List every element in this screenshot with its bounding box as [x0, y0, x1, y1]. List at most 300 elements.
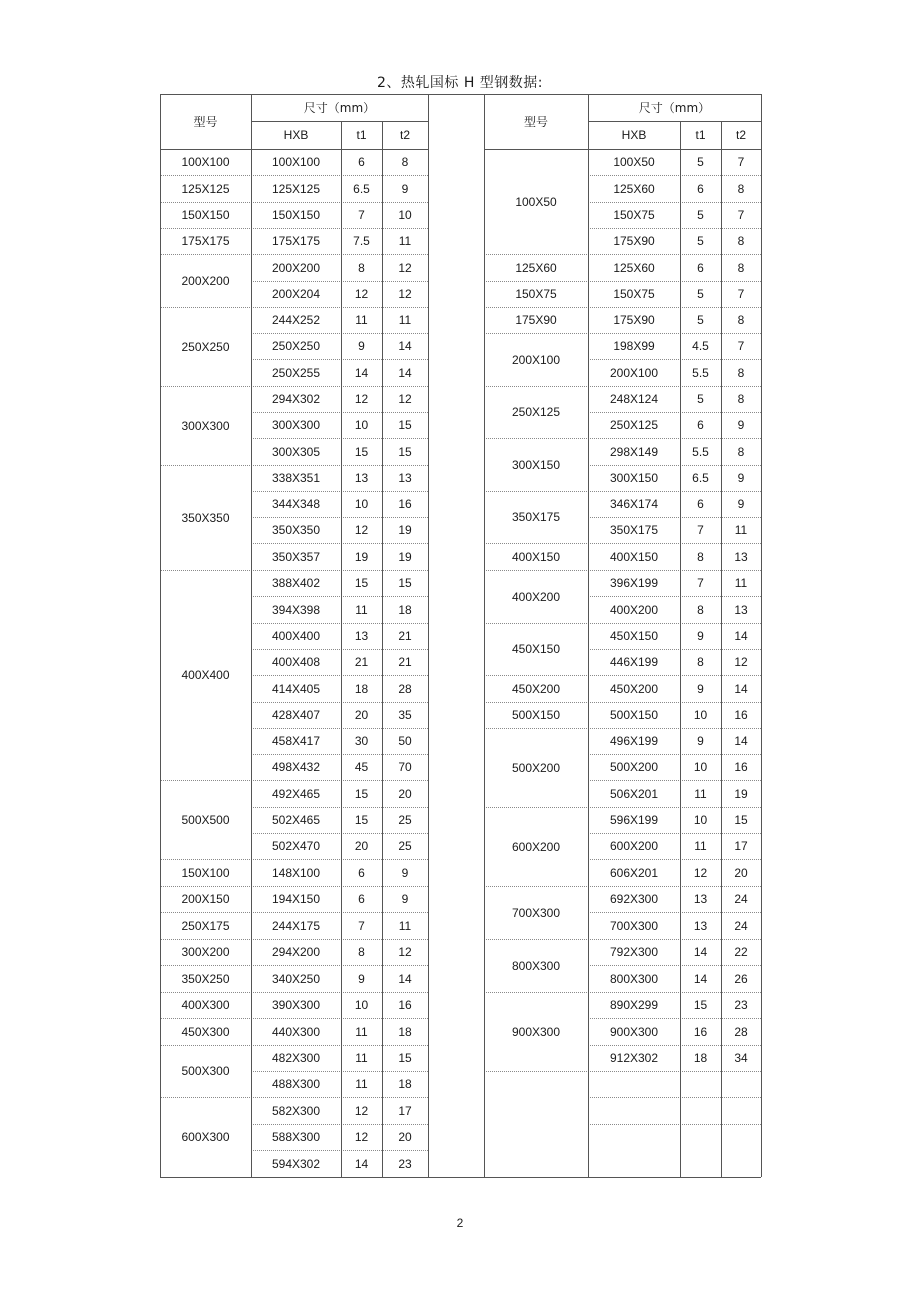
t1-cell: 16 — [693, 1024, 708, 1039]
t1-cell: 6 — [697, 418, 704, 432]
row-divider — [251, 702, 428, 703]
hxb-cell: 150X75 — [613, 208, 655, 222]
t1-cell: 5.5 — [692, 444, 709, 459]
t2-cell: 14 — [734, 734, 748, 748]
t1-cell: 18 — [354, 681, 369, 696]
hxb-cell: 502X465 — [271, 813, 321, 827]
model-cell: 200X200 — [181, 273, 230, 288]
hxb-cell: 394X398 — [271, 602, 321, 617]
t1-cell: 6 — [697, 497, 704, 511]
t1-cell: 10 — [354, 418, 369, 432]
hxb-cell: 600X200 — [609, 839, 659, 853]
hxb-cell: 150X150 — [271, 208, 321, 222]
t2-cell: 12 — [398, 392, 412, 406]
model-cell: 400X150 — [511, 549, 561, 564]
t1-cell: 12 — [354, 287, 369, 301]
t1-cell: 7 — [697, 576, 704, 590]
row-divider — [588, 965, 761, 966]
t2-cell: 18 — [398, 602, 412, 617]
t2-cell: 8 — [737, 181, 745, 196]
row-divider — [251, 543, 428, 544]
t1-cell: 12 — [693, 865, 708, 880]
t2-cell: 11 — [398, 234, 412, 248]
hxb-cell: 125X125 — [271, 181, 321, 196]
row-divider — [588, 412, 761, 413]
t1-cell: 5 — [697, 155, 704, 169]
hxb-cell: 350X350 — [271, 523, 321, 537]
t1-cell: 18 — [693, 1051, 708, 1065]
hxb-cell: 596X199 — [609, 813, 659, 827]
t1-cell: 10 — [693, 813, 708, 827]
hxb-cell: 506X201 — [609, 786, 659, 801]
hxb-cell: 244X252 — [271, 313, 321, 327]
hxb-cell: 100X100 — [271, 155, 321, 169]
t1-cell: 12 — [354, 392, 369, 406]
t1-cell: 5 — [697, 287, 704, 301]
hxb-cell: 498X432 — [271, 760, 321, 774]
hxb-cell: 400X408 — [271, 655, 321, 669]
row-divider — [588, 228, 761, 229]
t2-cell: 19 — [398, 523, 412, 537]
hxb-cell: 428X407 — [271, 708, 321, 722]
header-size: 尺寸（mm） — [638, 101, 711, 115]
t1-cell: 14 — [693, 945, 708, 959]
t2-cell: 13 — [734, 602, 748, 617]
t2-cell: 14 — [398, 971, 412, 986]
column-divider — [721, 121, 722, 1177]
hxb-cell: 148X100 — [271, 865, 321, 880]
t2-cell: 50 — [398, 734, 412, 748]
row-divider — [251, 1150, 428, 1151]
t2-cell: 25 — [398, 839, 412, 853]
column-divider — [761, 94, 762, 1177]
t1-cell: 9 — [358, 971, 365, 986]
t2-cell: 12 — [398, 260, 412, 275]
t1-cell: 5 — [697, 313, 704, 327]
hxb-cell: 800X300 — [609, 971, 659, 986]
row-divider — [160, 1177, 761, 1178]
t2-cell: 13 — [398, 471, 412, 485]
t2-cell: 16 — [734, 760, 748, 774]
t1-cell: 9 — [697, 681, 704, 696]
hxb-cell: 300X305 — [271, 444, 321, 459]
t2-cell: 11 — [398, 313, 412, 327]
t2-cell: 23 — [734, 998, 748, 1012]
t2-cell: 21 — [398, 629, 412, 643]
t1-cell: 9 — [358, 339, 365, 353]
model-cell: 250X175 — [181, 918, 230, 933]
t2-cell: 7 — [737, 208, 745, 222]
t1-cell: 14 — [693, 971, 708, 986]
hxb-cell: 344X348 — [271, 497, 321, 511]
model-cell: 250X250 — [181, 339, 230, 354]
t1-cell: 20 — [354, 708, 369, 722]
hxb-cell: 350X175 — [609, 523, 659, 537]
t2-cell: 16 — [398, 998, 412, 1012]
t2-cell: 17 — [398, 1103, 412, 1118]
t2-cell: 21 — [398, 655, 412, 669]
row-divider — [251, 649, 428, 650]
row-divider — [588, 202, 761, 203]
t2-cell: 8 — [737, 365, 745, 380]
model-cell: 450X150 — [511, 642, 561, 656]
t1-cell: 8 — [358, 260, 365, 275]
t2-cell: 15 — [398, 1051, 412, 1065]
hxb-cell: 200X200 — [271, 260, 321, 275]
t2-cell: 28 — [734, 1024, 748, 1039]
t2-cell: 12 — [734, 655, 748, 669]
t1-cell: 11 — [355, 313, 368, 327]
t2-cell: 9 — [401, 892, 409, 906]
t2-cell: 15 — [398, 576, 412, 590]
row-divider — [251, 491, 428, 492]
t2-cell: 20 — [398, 786, 412, 801]
t2-cell: 13 — [734, 549, 748, 564]
t2-cell: 14 — [398, 339, 412, 353]
model-cell: 400X200 — [511, 589, 561, 604]
hxb-cell: 900X300 — [609, 1024, 659, 1039]
t1-cell: 11 — [355, 1077, 368, 1091]
t1-cell: 5 — [697, 234, 704, 248]
t1-cell: 20 — [354, 839, 369, 853]
t2-cell: 25 — [398, 813, 412, 827]
t1-cell: 7 — [358, 208, 365, 222]
row-divider — [588, 596, 761, 597]
row-divider — [251, 596, 428, 597]
hxb-cell: 450X150 — [609, 629, 659, 643]
header-t1: t1 — [356, 128, 367, 142]
row-divider — [251, 438, 428, 439]
row-divider — [251, 833, 428, 834]
row-divider — [588, 517, 761, 518]
hxb-cell: 100X50 — [613, 155, 655, 169]
hxb-cell: 482X300 — [271, 1051, 321, 1065]
t2-cell: 8 — [737, 234, 745, 248]
hxb-cell: 692X300 — [609, 892, 659, 906]
t2-cell: 9 — [737, 471, 745, 485]
model-cell: 600X300 — [181, 1130, 230, 1144]
row-divider — [588, 859, 761, 860]
model-cell: 350X175 — [511, 510, 561, 524]
header-model: 型号 — [193, 115, 218, 129]
t2-cell: 24 — [734, 918, 748, 933]
t2-cell: 17 — [734, 839, 748, 853]
hxb-cell: 350X357 — [271, 549, 321, 564]
t2-cell: 15 — [398, 418, 412, 432]
hxb-cell: 150X75 — [613, 287, 655, 301]
t1-cell: 11 — [694, 839, 707, 853]
row-divider — [588, 1124, 761, 1125]
t1-cell: 9 — [697, 734, 704, 748]
t2-cell: 15 — [734, 813, 748, 827]
t1-cell: 11 — [694, 786, 707, 801]
t1-cell: 19 — [354, 549, 369, 564]
hxb-cell: 502X470 — [271, 839, 321, 853]
hxb-cell: 396X199 — [609, 576, 659, 590]
hxb-cell: 175X175 — [271, 234, 321, 248]
t1-cell: 6.5 — [692, 471, 709, 485]
t2-cell: 8 — [737, 392, 745, 406]
hxb-cell: 594X302 — [271, 1156, 321, 1171]
row-divider — [588, 175, 761, 176]
t1-cell: 13 — [693, 892, 708, 906]
row-divider — [251, 1124, 428, 1125]
t2-cell: 8 — [737, 260, 745, 275]
t2-cell: 34 — [734, 1051, 748, 1065]
hxb-cell: 194X150 — [271, 892, 321, 906]
t1-cell: 10 — [354, 497, 369, 511]
t1-cell: 13 — [693, 918, 708, 933]
model-cell: 500X150 — [511, 708, 561, 722]
t1-cell: 11 — [355, 1051, 368, 1065]
model-cell: 125X125 — [181, 181, 230, 196]
hxb-cell: 125X60 — [613, 260, 655, 275]
t2-cell: 20 — [398, 1130, 412, 1144]
t1-cell: 12 — [354, 1103, 369, 1118]
model-cell: 100X100 — [181, 155, 230, 169]
t1-cell: 6 — [697, 260, 704, 275]
hxb-cell: 458X417 — [271, 734, 321, 748]
header-t1: t1 — [695, 128, 706, 142]
model-cell: 150X100 — [181, 865, 230, 880]
t1-cell: 7.5 — [353, 234, 370, 248]
t2-cell: 35 — [398, 708, 412, 722]
model-cell: 450X300 — [181, 1024, 230, 1039]
row-divider — [251, 1071, 428, 1072]
hxb-cell: 198X99 — [613, 339, 655, 353]
t1-cell: 10 — [693, 708, 708, 722]
row-divider — [251, 675, 428, 676]
t2-cell: 14 — [734, 629, 748, 643]
hxb-cell: 200X100 — [609, 365, 659, 380]
hxb-cell: 492X465 — [271, 786, 321, 801]
header-model: 型号 — [523, 115, 548, 129]
t2-cell: 22 — [734, 945, 748, 959]
model-cell: 400X300 — [181, 998, 230, 1012]
column-divider — [160, 94, 161, 1177]
hxb-cell: 414X405 — [271, 681, 321, 696]
hxb-cell: 488X300 — [271, 1077, 321, 1091]
header-hxb: HXB — [621, 128, 647, 142]
model-cell: 175X175 — [181, 234, 230, 248]
header-hxb: HXB — [283, 128, 309, 142]
model-cell: 900X300 — [511, 1024, 561, 1039]
hxb-cell: 294X302 — [271, 392, 321, 406]
t1-cell: 14 — [354, 365, 369, 380]
t1-cell: 5 — [697, 392, 704, 406]
t2-cell: 24 — [734, 892, 748, 906]
model-cell: 350X250 — [181, 971, 230, 986]
model-cell: 600X200 — [511, 839, 561, 854]
model-cell: 150X75 — [515, 287, 557, 301]
row-divider — [251, 359, 428, 360]
t1-cell: 45 — [354, 760, 369, 774]
row-divider — [251, 281, 428, 282]
model-cell: 200X100 — [511, 352, 561, 367]
t1-cell: 5 — [697, 208, 704, 222]
model-cell: 400X400 — [181, 668, 230, 682]
row-divider — [588, 1071, 761, 1072]
t2-cell: 14 — [734, 681, 748, 696]
t1-cell: 6 — [697, 181, 704, 196]
t1-cell: 6 — [358, 155, 365, 169]
t1-cell: 15 — [354, 576, 369, 590]
t2-cell: 9 — [737, 418, 745, 432]
row-divider — [251, 412, 428, 413]
hxb-cell: 606X201 — [609, 865, 659, 880]
row-divider — [588, 1097, 761, 1098]
hxb-cell: 300X300 — [271, 418, 321, 432]
t2-cell: 23 — [398, 1156, 412, 1171]
hxb-cell: 125X60 — [613, 181, 655, 196]
hxb-cell: 294X200 — [271, 945, 321, 959]
hxb-cell: 200X204 — [271, 287, 321, 301]
row-divider — [588, 833, 761, 834]
row-divider — [588, 121, 761, 122]
t2-cell: 9 — [401, 181, 409, 196]
t1-cell: 10 — [354, 998, 369, 1012]
row-divider — [251, 333, 428, 334]
model-cell: 150X150 — [181, 208, 230, 222]
model-cell: 450X200 — [511, 681, 561, 696]
t1-cell: 12 — [354, 523, 369, 537]
t2-cell: 7 — [737, 339, 745, 353]
t2-cell: 8 — [737, 313, 745, 327]
t1-cell: 8 — [697, 602, 704, 617]
hxb-cell: 496X199 — [609, 734, 659, 748]
t1-cell: 8 — [697, 655, 704, 669]
t1-cell: 6 — [358, 892, 365, 906]
model-cell: 175X90 — [515, 313, 557, 327]
hxb-cell: 400X200 — [609, 602, 659, 617]
column-divider — [484, 94, 485, 1177]
t2-cell: 15 — [398, 444, 412, 459]
model-cell: 300X150 — [511, 457, 561, 472]
hxb-cell: 298X149 — [609, 444, 659, 459]
header-t2: t2 — [735, 128, 746, 142]
t1-cell: 15 — [693, 998, 708, 1012]
hxb-cell: 500X200 — [609, 760, 659, 774]
hxb-cell: 248X124 — [609, 392, 659, 406]
t2-cell: 70 — [398, 760, 412, 774]
hxb-cell: 250X125 — [609, 418, 659, 432]
t1-cell: 13 — [354, 471, 369, 485]
row-divider — [251, 754, 428, 755]
t2-cell: 18 — [398, 1077, 412, 1091]
t1-cell: 12 — [354, 1130, 369, 1144]
t2-cell: 7 — [737, 287, 745, 301]
header-t2: t2 — [399, 128, 410, 142]
hxb-cell: 446X199 — [609, 655, 659, 669]
t2-cell: 19 — [398, 549, 412, 564]
t1-cell: 8 — [358, 945, 365, 959]
page-number: 2 — [456, 1216, 464, 1230]
t2-cell: 20 — [734, 865, 748, 880]
hxb-cell: 700X300 — [609, 918, 659, 933]
t2-cell: 11 — [734, 523, 748, 537]
t1-cell: 11 — [355, 1024, 368, 1039]
t1-cell: 14 — [354, 1156, 369, 1171]
column-divider — [680, 121, 681, 1177]
hxb-cell: 912X302 — [609, 1051, 659, 1065]
t1-cell: 5.5 — [692, 365, 709, 380]
hxb-cell: 388X402 — [271, 576, 321, 590]
t2-cell: 9 — [401, 865, 409, 880]
t1-cell: 15 — [354, 813, 369, 827]
row-divider — [588, 359, 761, 360]
model-cell: 100X50 — [515, 194, 557, 209]
row-divider — [588, 649, 761, 650]
column-divider — [251, 94, 252, 1177]
hxb-cell: 175X90 — [613, 234, 655, 248]
t2-cell: 11 — [398, 918, 412, 933]
hxb-cell: 250X250 — [271, 339, 321, 353]
header-size: 尺寸（mm） — [303, 101, 376, 115]
row-divider — [160, 149, 428, 150]
row-divider — [588, 754, 761, 755]
hxb-cell: 300X150 — [609, 471, 659, 485]
t2-cell: 14 — [398, 365, 412, 380]
column-divider — [428, 94, 429, 1177]
row-divider — [251, 517, 428, 518]
model-cell: 500X200 — [511, 760, 561, 775]
model-cell: 125X60 — [515, 260, 557, 275]
hxb-cell: 250X255 — [271, 365, 321, 380]
t2-cell: 19 — [734, 786, 748, 801]
hxb-cell: 792X300 — [609, 945, 659, 959]
t1-cell: 30 — [354, 734, 369, 748]
t2-cell: 16 — [734, 708, 748, 722]
model-cell: 200X150 — [181, 892, 230, 906]
t1-cell: 11 — [355, 602, 368, 617]
t1-cell: 13 — [354, 629, 369, 643]
row-divider — [484, 149, 761, 150]
row-divider — [251, 623, 428, 624]
hxb-cell: 340X250 — [271, 971, 321, 986]
hxb-cell: 400X150 — [609, 549, 659, 564]
hxb-cell: 500X150 — [609, 708, 659, 722]
t1-cell: 4.5 — [692, 339, 709, 353]
hxb-cell: 890X299 — [609, 998, 659, 1012]
model-cell: 800X300 — [511, 958, 561, 973]
model-cell: 300X200 — [181, 945, 230, 959]
row-divider — [588, 465, 761, 466]
hxb-cell: 346X174 — [609, 497, 659, 511]
t2-cell: 18 — [398, 1024, 412, 1039]
column-divider — [341, 121, 342, 1177]
t2-cell: 8 — [737, 444, 745, 459]
hxb-cell: 450X200 — [609, 681, 659, 696]
hxb-cell: 175X90 — [613, 313, 655, 327]
t2-cell: 12 — [398, 945, 412, 959]
t2-cell: 10 — [398, 208, 412, 222]
t1-cell: 21 — [354, 655, 369, 669]
hxb-cell: 244X175 — [271, 918, 321, 933]
model-cell: 500X300 — [181, 1064, 230, 1078]
model-cell: 300X300 — [181, 418, 230, 433]
column-divider — [588, 94, 589, 1177]
t2-cell: 28 — [398, 681, 412, 696]
row-divider — [251, 728, 428, 729]
t1-cell: 9 — [697, 629, 704, 643]
t2-cell: 9 — [737, 497, 745, 511]
t1-cell: 8 — [697, 549, 704, 564]
row-divider — [251, 121, 428, 122]
row-divider — [588, 1045, 761, 1046]
t1-cell: 7 — [697, 523, 704, 537]
hxb-cell: 582X300 — [271, 1103, 321, 1118]
model-cell: 250X125 — [511, 405, 561, 419]
